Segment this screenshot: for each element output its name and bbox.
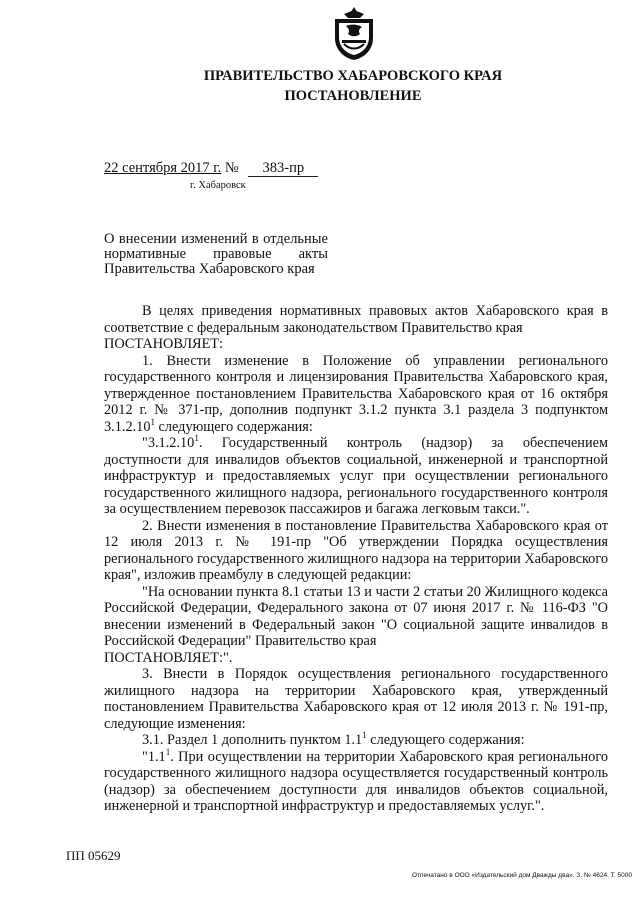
superscript: 1	[194, 433, 199, 444]
body-paragraph-resolves: ПОСТАНОВЛЯЕТ:	[104, 336, 224, 352]
document-code: ПП 05629	[66, 848, 121, 863]
document-date: 22 сентября 2017 г.	[104, 160, 222, 176]
text-span: следующего содержания:	[366, 732, 525, 748]
text-span: . При осуществлении на территории Хабаровского края регионального государственного жилищного надзора осуществляется государственный контроль (надзор) за обеспечением доступности для инвалидов объектов социальной, инженерной и транспортной инфраструктур и предоставляемых услуг.".	[104, 748, 608, 814]
body-paragraph-quote-3	[104, 746, 608, 815]
document-subject: О внесении изменений в отдельные нормативные правовые акты Правительства Хабаровского края	[104, 231, 328, 277]
document-type: ПОСТАНОВЛЕНИЕ	[284, 88, 422, 104]
printer-note: Отпечатано в ООО «Издательский дом Дважды два». З. № 4624. Т. 5000	[411, 872, 632, 879]
document-body	[104, 303, 608, 815]
superscript: 1	[150, 416, 155, 427]
body-paragraph-item-3-1	[104, 732, 608, 749]
date-number-line	[104, 160, 318, 177]
text-span: "1.1	[142, 748, 166, 765]
document-number: 383-пр	[248, 161, 318, 177]
text-span: "3.1.2.10	[142, 435, 195, 451]
body-paragraph-quote-2: "На основании пункта 8.1 статьи 13 и части 2 статьи 20 Жилищного кодекса Российской Федерации, Федерального закона от 07 июня 2017 г. № 116-ФЗ "О внесении изменений в Федеральный закон "О социальной защите инвалидов в Российской Федерации" Правительство края	[104, 583, 608, 649]
superscript: 1	[165, 746, 171, 757]
body-paragraph-resolves-quoted: ПОСТАНОВЛЯЕТ:".	[104, 649, 233, 666]
government-name: ПРАВИТЕЛЬСТВО ХАБАРОВСКОГО КРАЯ	[203, 68, 503, 84]
text-span: 1. Внести изменение в Положение об управлении регионального государственного контроля и лицензирования Правительства Хабаровского края, утвержденное постановлением Правительства Хабаровского края от 16 октября 2012 г. № 371-пр, дополнив подпункт 3.1.2 пункта 3.1 раздела 3 подпунктом 3.1.2.10	[104, 352, 608, 435]
text-span: . Государственный контроль (надзор) за обеспечением доступности для инвалидов объектов социальной, инженерной и транспортной инфраструктур и предоставляемых услуг при осуществлении регионального государственного жилищного надзора, регионального государственного контроля за осуществлением перевозок пассажиров и багажа легковым такси.".	[104, 435, 608, 517]
document-city: г. Хабаровск	[190, 180, 246, 191]
number-sign: №	[224, 160, 239, 176]
body-paragraph-item-2: 2. Внести изменения в постановление Правительства Хабаровского края от 12 июля 2013 г. № 191-пр "Об утверждении Порядка осуществления регионального государственного жилищного надзора на территории Хабаровского края", изложив преамбулу в следующей редакции:	[104, 517, 608, 583]
khabarovsk-coat-of-arms-icon	[330, 4, 378, 62]
body-paragraph-preamble: В целях приведения нормативных правовых актов Хабаровского края в соответствие с федеральным законодательством Правительство края	[104, 303, 608, 336]
body-paragraph-item-3: 3. Внести в Порядок осуществления регионального государственного жилищного надзора на территории Хабаровского края, утвержденный постановлением Правительства Хабаровского края от 12 июля 2013 г. № 191-пр, следующие изменения:	[104, 666, 608, 732]
body-paragraph-quote-1	[104, 435, 608, 518]
text-span: 3.1. Раздел 1 дополнить пунктом 1.1	[142, 732, 363, 748]
text-span: следующего содержания:	[154, 418, 313, 435]
body-paragraph-item-1	[104, 353, 608, 436]
superscript: 1	[362, 730, 367, 741]
